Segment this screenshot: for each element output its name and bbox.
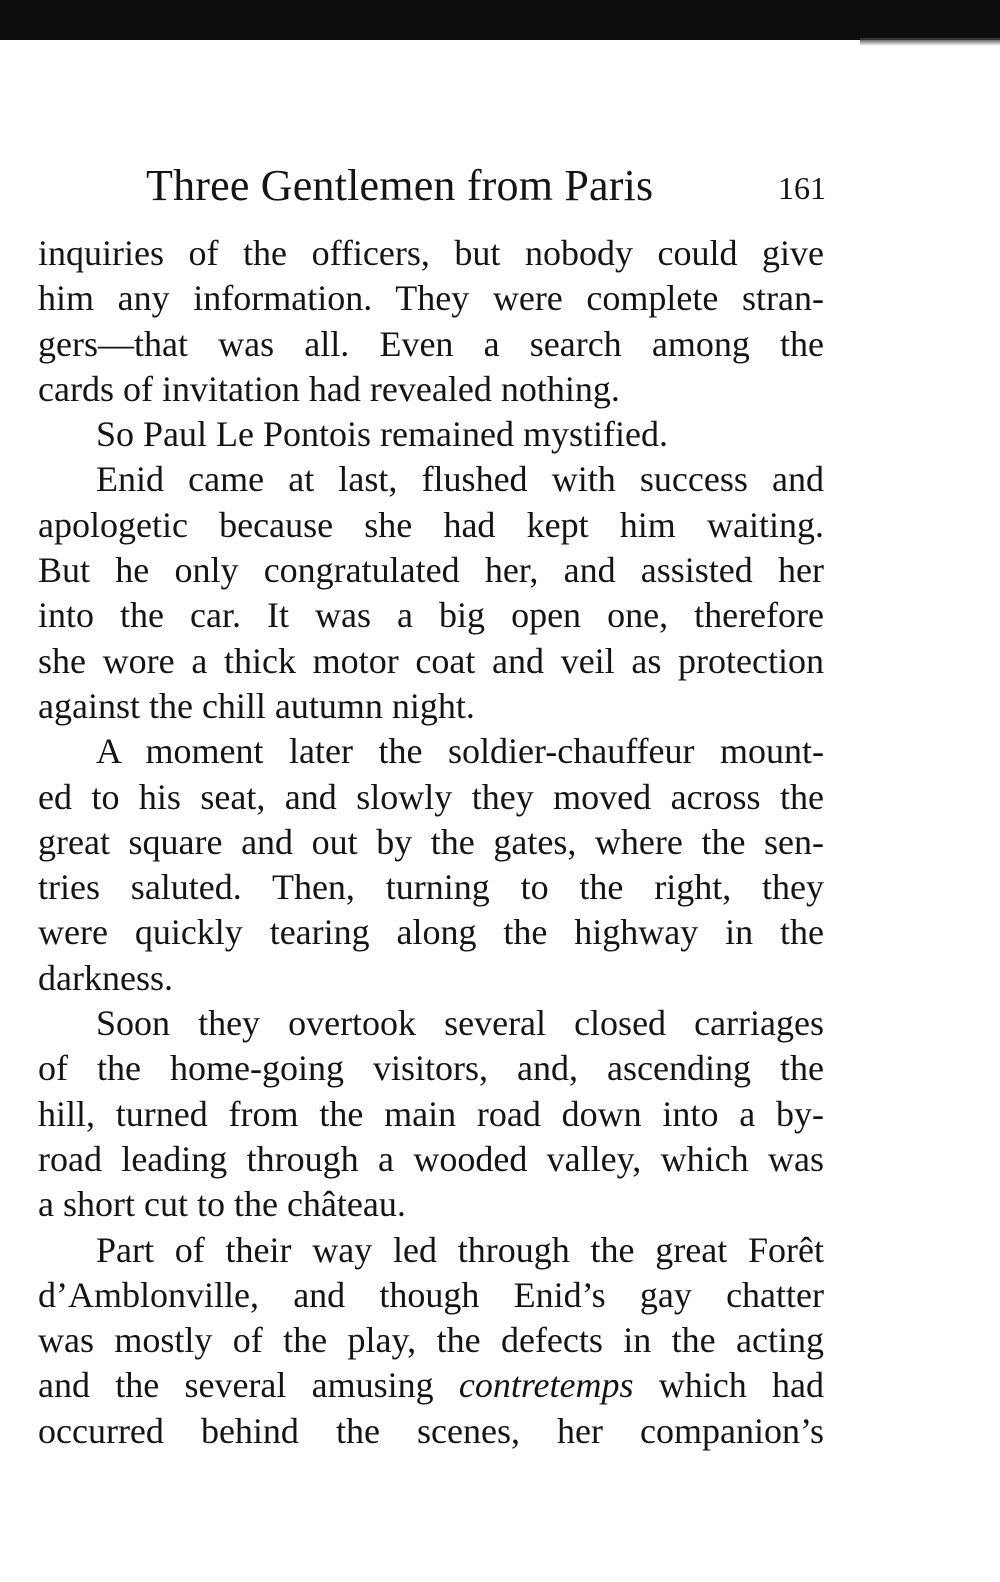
body-text bbox=[38, 231, 824, 1454]
text-line: hill, turned from the main road down into a by- bbox=[38, 1093, 824, 1134]
text-line: ed to his seat, and slowly they moved across the bbox=[38, 776, 824, 817]
text-line: gers—that was all. Even a search among the bbox=[38, 323, 824, 364]
text-line: So Paul Le Pontois remained mystified. bbox=[96, 414, 668, 455]
text-line: occurred behind the scenes, her companion’s bbox=[38, 1410, 824, 1451]
text-line: into the car. It was a big open one, therefore bbox=[38, 595, 824, 636]
text-line: against the chill autumn night. bbox=[38, 685, 475, 726]
text-line: of the home-going visitors, and, ascending the bbox=[38, 1048, 824, 1089]
text-line: road leading through a wooded valley, which was bbox=[38, 1138, 824, 1179]
text-line: But he only congratulated her, and assisted her bbox=[38, 550, 824, 591]
text-run: which had bbox=[633, 1365, 824, 1406]
text-line: great square and out by the gates, where the sen- bbox=[38, 821, 824, 862]
text-run: and the several amusing bbox=[38, 1365, 459, 1406]
text-line: d’Amblonville, and though Enid’s gay chatter bbox=[38, 1274, 824, 1315]
text-line: apologetic because she had kept him waiting. bbox=[38, 504, 824, 545]
text-line: were quickly tearing along the highway in the bbox=[38, 912, 824, 953]
text-line: she wore a thick motor coat and veil as protection bbox=[38, 640, 824, 681]
page-number: 161 bbox=[778, 170, 826, 206]
text-line: darkness. bbox=[38, 957, 173, 998]
text-line: cards of invitation had revealed nothing. bbox=[38, 368, 620, 409]
text-line: was mostly of the play, the defects in the acting bbox=[38, 1320, 824, 1361]
text-line: a short cut to the château. bbox=[38, 1184, 406, 1225]
italic-word: contretemps bbox=[458, 1365, 634, 1406]
text-line: Part of their way led through the great Forêt bbox=[96, 1229, 824, 1270]
text-line: inquiries of the officers, but nobody could give bbox=[38, 233, 824, 273]
text-line: A moment later the soldier-chauffeur mount- bbox=[96, 731, 824, 772]
running-head bbox=[146, 160, 826, 220]
text-line: Enid came at last, flushed with success and bbox=[96, 459, 824, 500]
text-line: Soon they overtook several closed carriages bbox=[96, 1003, 824, 1044]
text-line: tries saluted. Then, turning to the right, they bbox=[38, 867, 824, 908]
page-top-edge-bar bbox=[0, 0, 1000, 40]
running-title: Three Gentlemen from Paris bbox=[146, 161, 654, 210]
text-line-with-emphasis bbox=[38, 1363, 824, 1408]
text-line: him any information. They were complete stran- bbox=[38, 278, 824, 319]
